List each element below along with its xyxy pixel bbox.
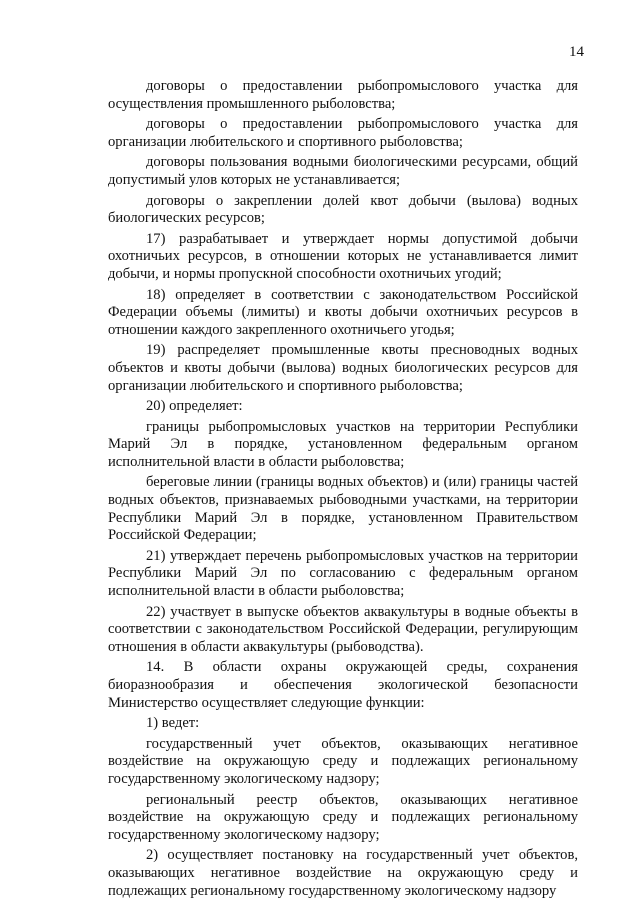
paragraph: границы рыбопромысловых участков на территории Республики Марий Эл в порядке, установленном федеральным органом исполнительной власти в области рыболовства;	[108, 418, 578, 470]
paragraph: государственный учет объектов, оказывающих негативное воздействие на окружающую среду и подлежащих региональному государственному экологическому надзору;	[108, 735, 578, 787]
paragraph: береговые линии (границы водных объектов) и (или) границы частей водных объектов, признаваемых рыбоводными участками, на территории Республики Марий Эл в порядке, установленном Правительством Российской Федерации;	[108, 474, 578, 544]
paragraph: 22) участвует в выпуске объектов аквакультуры в водные объекты в соответствии с законодательством Российской Федерации, регулирующим отношения в области аквакультуры (рыбоводства).	[108, 603, 578, 655]
paragraph: 18) определяет в соответствии с законодательством Российской Федерации объемы (лимиты) и квоты добычи охотничьих ресурсов в отношении каждого закрепленного охотничьего угодья;	[108, 286, 578, 338]
section-heading-paragraph: 14. В области охраны окружающей среды, сохранения биоразнообразия и обеспечения экологической безопасности Министерство осуществляет следующие функции:	[108, 659, 578, 711]
paragraph: договоры о предоставлении рыбопромыслового участка для осуществления промышленного рыболовства;	[108, 78, 578, 112]
page-number: 14	[569, 44, 584, 60]
paragraph: договоры о закреплении долей квот добычи (вылова) водных биологических ресурсов;	[108, 192, 578, 227]
paragraph: договоры пользования водными биологическими ресурсами, общий допустимый улов которых не устанавливается;	[108, 154, 578, 188]
paragraph: договоры о предоставлении рыбопромыслового участка для организации любительского и спортивного рыболовства;	[108, 116, 578, 150]
paragraph: 1) ведет:	[146, 715, 200, 732]
paragraph: 2) осуществляет постановку на государственный учет объектов, оказывающих негативное воздействие на окружающую среду и подлежащих региональному государственному экологическому надзору	[108, 847, 578, 899]
document-body	[108, 78, 578, 903]
paragraph: 20) определяет:	[146, 398, 243, 415]
paragraph: 17) разрабатывает и утверждает нормы допустимой добычи охотничьих ресурсов, в отношении которых не устанавливается лимит добычи, и нормы пропускной способности охотничьих угодий;	[108, 230, 578, 282]
paragraph: региональный реестр объектов, оказывающих негативное воздействие на окружающую среду и подлежащих региональному государственному экологическому надзору;	[108, 791, 578, 843]
paragraph: 21) утверждает перечень рыбопромысловых участков на территории Республики Марий Эл по согласованию с федеральным органом исполнительной власти в области рыболовства;	[108, 547, 578, 600]
paragraph: 19) распределяет промышленные квоты пресноводных водных объектов и квоты добычи (вылова) водных биологических ресурсов для организации любительского и спортивного рыболовства;	[108, 342, 578, 394]
